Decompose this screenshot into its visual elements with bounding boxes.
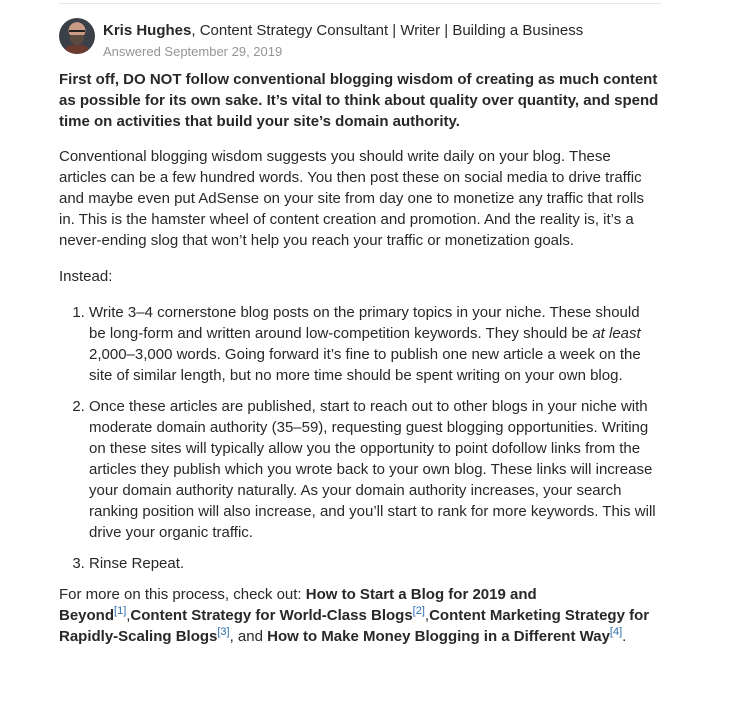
answer-lead: First off, DO NOT follow conventional blogging wisdom of creating as much content as possible for its own sake. It’s vital to think about quality over quantity, and spend time on activities that build your site’s domain authority. bbox=[59, 71, 659, 130]
author-credential[interactable]: Content Strategy Consultant | Writer | Building a Business bbox=[195, 22, 584, 39]
answer-paragraph: Conventional blogging wisdom suggests you should write daily on your blog. These articles can be a few hundred words. You then post these on social media to drive traffic and maybe even put AdSense on your site from day one to monetize any traffic that rolls in. This is the hamster wheel of content creation and promotion. And the reality is, it’s a never-ending slog that won’t help you reach your traffic or monetization goals. bbox=[59, 148, 645, 249]
avatar[interactable] bbox=[59, 18, 95, 54]
further-reading bbox=[59, 584, 659, 647]
list-item bbox=[89, 396, 659, 543]
answered-date[interactable]: Answered September 29, 2019 bbox=[103, 44, 283, 59]
closing-and: , and bbox=[229, 628, 268, 645]
footnote-ref-3[interactable]: [3] bbox=[217, 626, 230, 638]
avatar-beard bbox=[70, 35, 84, 45]
list-item bbox=[89, 302, 659, 386]
answer-body bbox=[59, 69, 659, 647]
instead-label: Instead: bbox=[59, 268, 113, 285]
author-line bbox=[103, 21, 583, 41]
comma-2: , bbox=[424, 607, 430, 624]
closing-end: . bbox=[622, 628, 627, 645]
footnote-ref-4[interactable]: [4] bbox=[609, 626, 623, 638]
comma-1: , bbox=[126, 607, 131, 624]
link-start-a-blog[interactable]: How to Start a Blog for 2019 and Beyond bbox=[59, 586, 537, 624]
divider bbox=[59, 3, 661, 4]
item3-text: Rinse Repeat. bbox=[89, 555, 185, 572]
link-make-money[interactable]: How to Make Money Blogging in a Different Way bbox=[267, 628, 610, 645]
item2-text: Once these articles are published, start to reach out to other blogs in your niche with moderate domain authority (35–59), requesting guest blogging opportunities. Writing on these sites will typically allow you the opportunity to point dofollow links from the articles they publish which you wrote back to your own blog. These links will increase your domain authority naturally. As your domain authority increases, your search ranking position will also increase, and you’ll start to rank for more keywords. This will drive your organic traffic. bbox=[89, 398, 656, 541]
item1-text-b: 2,000–3,000 words. Going forward it’s fine to publish one new article a week on the site of similar length, but no more time should be spent writing on your own blog. bbox=[89, 346, 641, 384]
author-name[interactable]: Kris Hughes bbox=[103, 22, 192, 39]
footnote-ref-2[interactable]: [2] bbox=[412, 605, 425, 617]
avatar-shirt bbox=[63, 45, 91, 54]
avatar-glasses bbox=[69, 30, 85, 36]
link-content-marketing[interactable]: Content Marketing Strategy for Rapidly-Scaling Blogs bbox=[59, 607, 650, 645]
closing-intro: For more on this process, check out: bbox=[59, 586, 306, 603]
footnote-ref-1[interactable]: [1] bbox=[114, 605, 127, 617]
list-item bbox=[89, 553, 659, 574]
item1-text-a: Write 3–4 cornerstone blog posts on the primary topics in your niche. These should be long-form and written around low-competition keywords. They should be bbox=[89, 304, 640, 342]
steps-list bbox=[59, 302, 659, 574]
item1-emphasis: at least bbox=[592, 325, 641, 342]
link-content-strategy[interactable]: Content Strategy for World-Class Blogs bbox=[130, 607, 413, 624]
author-separator: , bbox=[191, 22, 196, 39]
